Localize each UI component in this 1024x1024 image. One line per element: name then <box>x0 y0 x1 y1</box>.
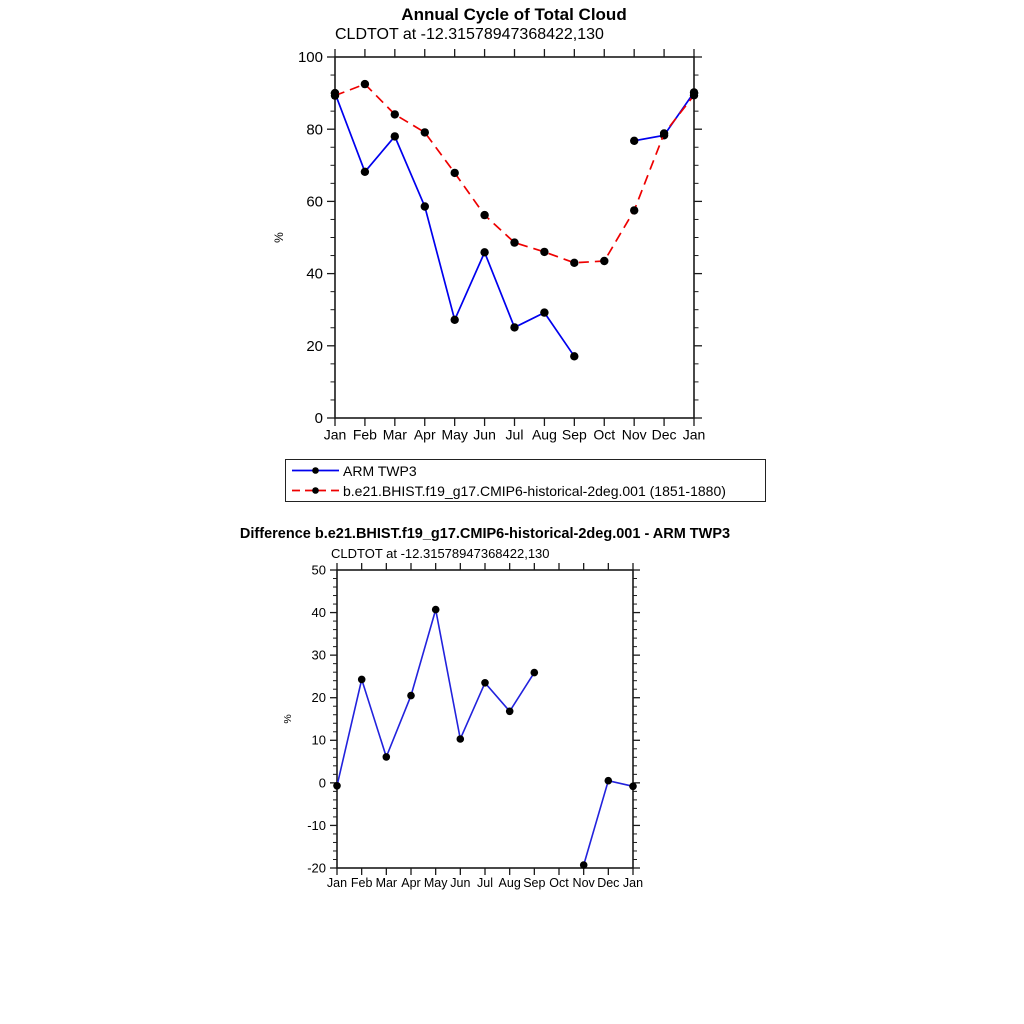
x-tick-label: Aug <box>531 426 557 443</box>
y-tick-label: -20 <box>307 860 326 876</box>
y-tick-label: 80 <box>306 121 323 139</box>
x-tick-label: Sep <box>523 875 546 890</box>
plot-frame <box>335 57 694 418</box>
data-point-marker <box>570 352 578 360</box>
y-tick-label: -10 <box>307 817 326 833</box>
legend-marker-dot-icon <box>312 467 319 474</box>
x-tick-label: Oct <box>549 875 569 890</box>
data-point-marker <box>451 169 459 177</box>
legend-label-obs: ARM TWP3 <box>343 462 417 479</box>
data-point-marker <box>510 238 518 246</box>
x-tick-label: Dec <box>651 426 677 443</box>
difference-title: Difference b.e21.BHIST.f19_g17.CMIP6-historical-2deg.001 - ARM TWP3 <box>239 526 731 542</box>
y-tick-label: 0 <box>318 775 326 791</box>
legend-entry-model <box>291 481 765 501</box>
legend-box <box>285 459 766 502</box>
legend-line-sample-dashed <box>291 483 341 498</box>
difference-chart <box>270 555 660 900</box>
y-tick-label: 30 <box>311 647 326 663</box>
x-tick-label: Feb <box>352 426 377 443</box>
y-tick-label: 20 <box>311 690 326 706</box>
y-tick-label: 50 <box>311 562 326 578</box>
x-tick-label: Jul <box>477 875 493 890</box>
x-tick-label: Apr <box>401 875 421 890</box>
data-point-marker <box>506 708 514 716</box>
x-tick-label: Aug <box>498 875 521 890</box>
data-point-marker <box>432 606 440 614</box>
series-line-0 <box>335 92 694 356</box>
x-tick-label: Nov <box>572 875 595 890</box>
series-line-0 <box>337 610 633 865</box>
data-point-marker <box>421 128 429 136</box>
x-tick-label: Jul <box>505 426 524 443</box>
annual-cycle-subtitle: CLDTOT at -12.31578947368422,130 <box>335 26 604 43</box>
y-tick-label: 60 <box>306 193 323 211</box>
data-point-marker <box>407 692 415 700</box>
x-tick-label: Dec <box>597 875 620 890</box>
y-axis-label: % <box>282 714 294 724</box>
data-point-marker <box>457 735 465 743</box>
data-point-marker <box>630 137 638 145</box>
x-tick-label: Jan <box>323 426 347 443</box>
x-tick-label: Oct <box>593 426 616 443</box>
data-point-marker <box>391 110 399 118</box>
x-tick-label: Mar <box>375 875 398 890</box>
data-point-marker <box>361 168 369 176</box>
x-tick-label: Nov <box>621 426 647 443</box>
data-point-marker <box>605 777 613 785</box>
data-point-marker <box>690 91 698 99</box>
x-tick-label: Jun <box>450 875 471 890</box>
x-tick-label: May <box>441 426 468 443</box>
data-point-marker <box>540 308 548 316</box>
data-point-marker <box>331 91 339 99</box>
x-tick-label: Mar <box>382 426 407 443</box>
x-tick-label: May <box>423 875 448 890</box>
x-tick-label: Sep <box>561 426 587 443</box>
difference-subtitle: CLDTOT at -12.31578947368422,130 <box>331 546 550 561</box>
data-point-marker <box>333 782 341 790</box>
x-tick-label: Jan <box>326 875 348 890</box>
data-point-marker <box>630 206 638 214</box>
legend-entry-obs <box>291 461 765 481</box>
data-point-marker <box>480 211 488 219</box>
data-point-marker <box>451 316 459 324</box>
legend-label-model: b.e21.BHIST.f19_g17.CMIP6-historical-2deg.001 (1851-1880) <box>343 482 726 499</box>
y-tick-label: 40 <box>306 265 323 283</box>
annual-cycle-chart <box>260 45 720 445</box>
data-point-marker <box>421 202 429 210</box>
y-tick-label: 20 <box>306 337 323 355</box>
data-point-marker <box>531 669 539 677</box>
data-point-marker <box>540 248 548 256</box>
data-point-marker <box>361 80 369 88</box>
data-point-marker <box>660 129 668 137</box>
x-tick-label: Jan <box>682 426 706 443</box>
legend-line-sample-solid <box>291 463 341 478</box>
x-tick-label: Feb <box>350 875 373 890</box>
data-point-marker <box>383 753 391 761</box>
data-point-marker <box>358 676 366 684</box>
annual-cycle-title: Annual Cycle of Total Cloud <box>401 5 627 24</box>
data-point-marker <box>391 132 399 140</box>
y-tick-label: 100 <box>297 49 323 67</box>
y-tick-label: 10 <box>311 732 326 748</box>
legend-marker-dot-icon <box>312 487 319 494</box>
x-tick-label: Jan <box>622 875 644 890</box>
y-tick-label: 0 <box>314 410 323 428</box>
data-point-marker <box>580 861 588 869</box>
plot-frame <box>337 570 633 868</box>
data-point-marker <box>481 679 489 687</box>
data-point-marker <box>600 257 608 265</box>
x-tick-label: Apr <box>413 426 436 443</box>
y-tick-label: 40 <box>311 604 326 620</box>
data-point-marker <box>480 248 488 256</box>
data-point-marker <box>629 783 637 791</box>
y-axis-label: % <box>272 232 286 243</box>
series-line-1 <box>335 84 694 263</box>
data-point-marker <box>510 323 518 331</box>
data-point-marker <box>570 259 578 267</box>
x-tick-label: Jun <box>473 426 496 443</box>
